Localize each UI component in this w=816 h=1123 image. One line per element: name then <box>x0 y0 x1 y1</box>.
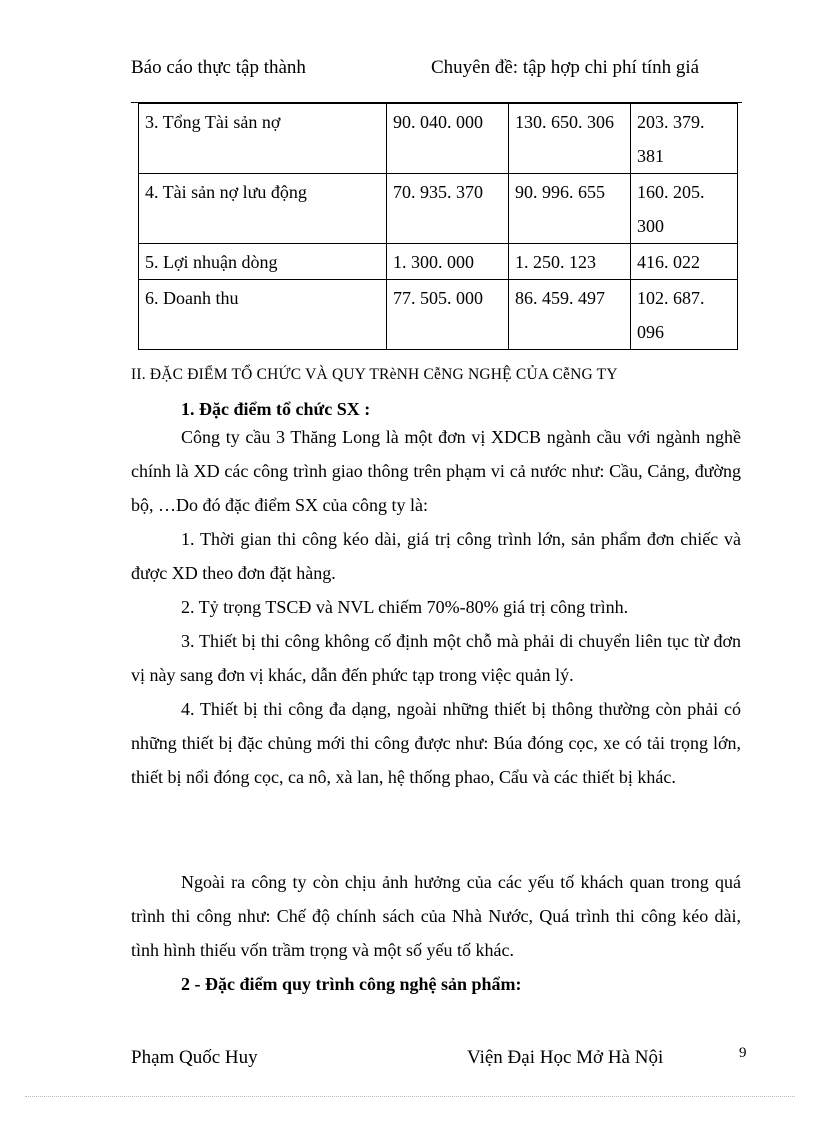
page-number: 9 <box>739 1045 747 1061</box>
table-cell-value: 77. 505. 000 <box>387 280 509 350</box>
table-cell-value: 416. 022 <box>631 244 738 280</box>
intro-paragraph: Công ty cầu 3 Thăng Long là một đơn vị XDCB ngành cầu với ngành nghề chính là XD các công trình giao thông trên phạm vi cả nước như: Cầu, Cảng, đường bộ, …Do đó đặc điểm SX của công ty là: <box>131 427 741 515</box>
table-cell-value: 203. 379. 381 <box>631 104 738 174</box>
section-heading: II. ĐẶC ĐIỂM TỔ CHỨC VÀ QUY TRèNH CễNG NGHỆ CỦA CễNG TY <box>131 366 618 383</box>
list-item: 4. Thiết bị thi công đa dạng, ngoài những thiết bị thông thường còn phải có những thiết bị đặc chủng mới thi công được như: Búa đóng cọc, xe có tải trọng lớn, thiết bị nổi đóng cọc, ca nô, xà lan, hệ thống phao, Cẩu và các thiết bị khác. <box>131 699 741 787</box>
table-row <box>139 104 738 174</box>
table-cell-value: 90. 996. 655 <box>509 174 631 244</box>
table-cell-value: 1. 300. 000 <box>387 244 509 280</box>
financial-table <box>138 103 738 350</box>
table-cell-value: 90. 040. 000 <box>387 104 509 174</box>
table-cell-label: 4. Tài sản nợ lưu động <box>139 174 387 244</box>
table-cell-label: 3. Tổng Tài sản nợ <box>139 104 387 174</box>
table-row <box>139 244 738 280</box>
footer-author: Phạm Quốc Huy <box>131 1047 258 1068</box>
list-item: 1. Thời gian thi công kéo dài, giá trị công trình lớn, sản phẩm đơn chiếc và được XD theo đơn đặt hàng. <box>131 529 741 583</box>
subheading-process: 2 - Đặc điểm quy trình công nghệ sản phẩm: <box>181 974 522 994</box>
page-bottom-divider <box>25 1096 795 1097</box>
table-row <box>139 280 738 350</box>
table-cell-value: 160. 205. 300 <box>631 174 738 244</box>
header-topic: Chuyên đề: tập hợp chi phí tính giá <box>431 57 700 78</box>
table-cell-value: 1. 250. 123 <box>509 244 631 280</box>
table-row <box>139 174 738 244</box>
list-item: 2. Tỷ trọng TSCĐ và NVL chiếm 70%-80% giá trị công trình. <box>181 597 629 617</box>
external-factors-paragraph: Ngoài ra công ty còn chịu ảnh hưởng của các yếu tố khách quan trong quá trình thi công như: Chế độ chính sách của Nhà Nước, Quá trình thi công kéo dài, tình hình thiếu vốn trầm trọng và một số yếu tố khác. <box>131 872 741 960</box>
table-cell-value: 86. 459. 497 <box>509 280 631 350</box>
header-report-title: Báo cáo thực tập thành <box>131 57 306 78</box>
list-item: 3. Thiết bị thi công không cố định một chỗ mà phải di chuyển liên tục từ đơn vị này sang đơn vị khác, dẫn đến phức tạp trong việc quản lý. <box>131 631 741 685</box>
table-cell-value: 70. 935. 370 <box>387 174 509 244</box>
table-cell-value: 102. 687. 096 <box>631 280 738 350</box>
footer-institution: Viện Đại Học Mở Hà Nội <box>467 1047 664 1068</box>
table-cell-label: 5. Lợi nhuận dòng <box>139 244 387 280</box>
table-cell-value: 130. 650. 306 <box>509 104 631 174</box>
subheading-organization: 1. Đặc điểm tổ chức SX : <box>181 399 371 419</box>
table-cell-label: 6. Doanh thu <box>139 280 387 350</box>
